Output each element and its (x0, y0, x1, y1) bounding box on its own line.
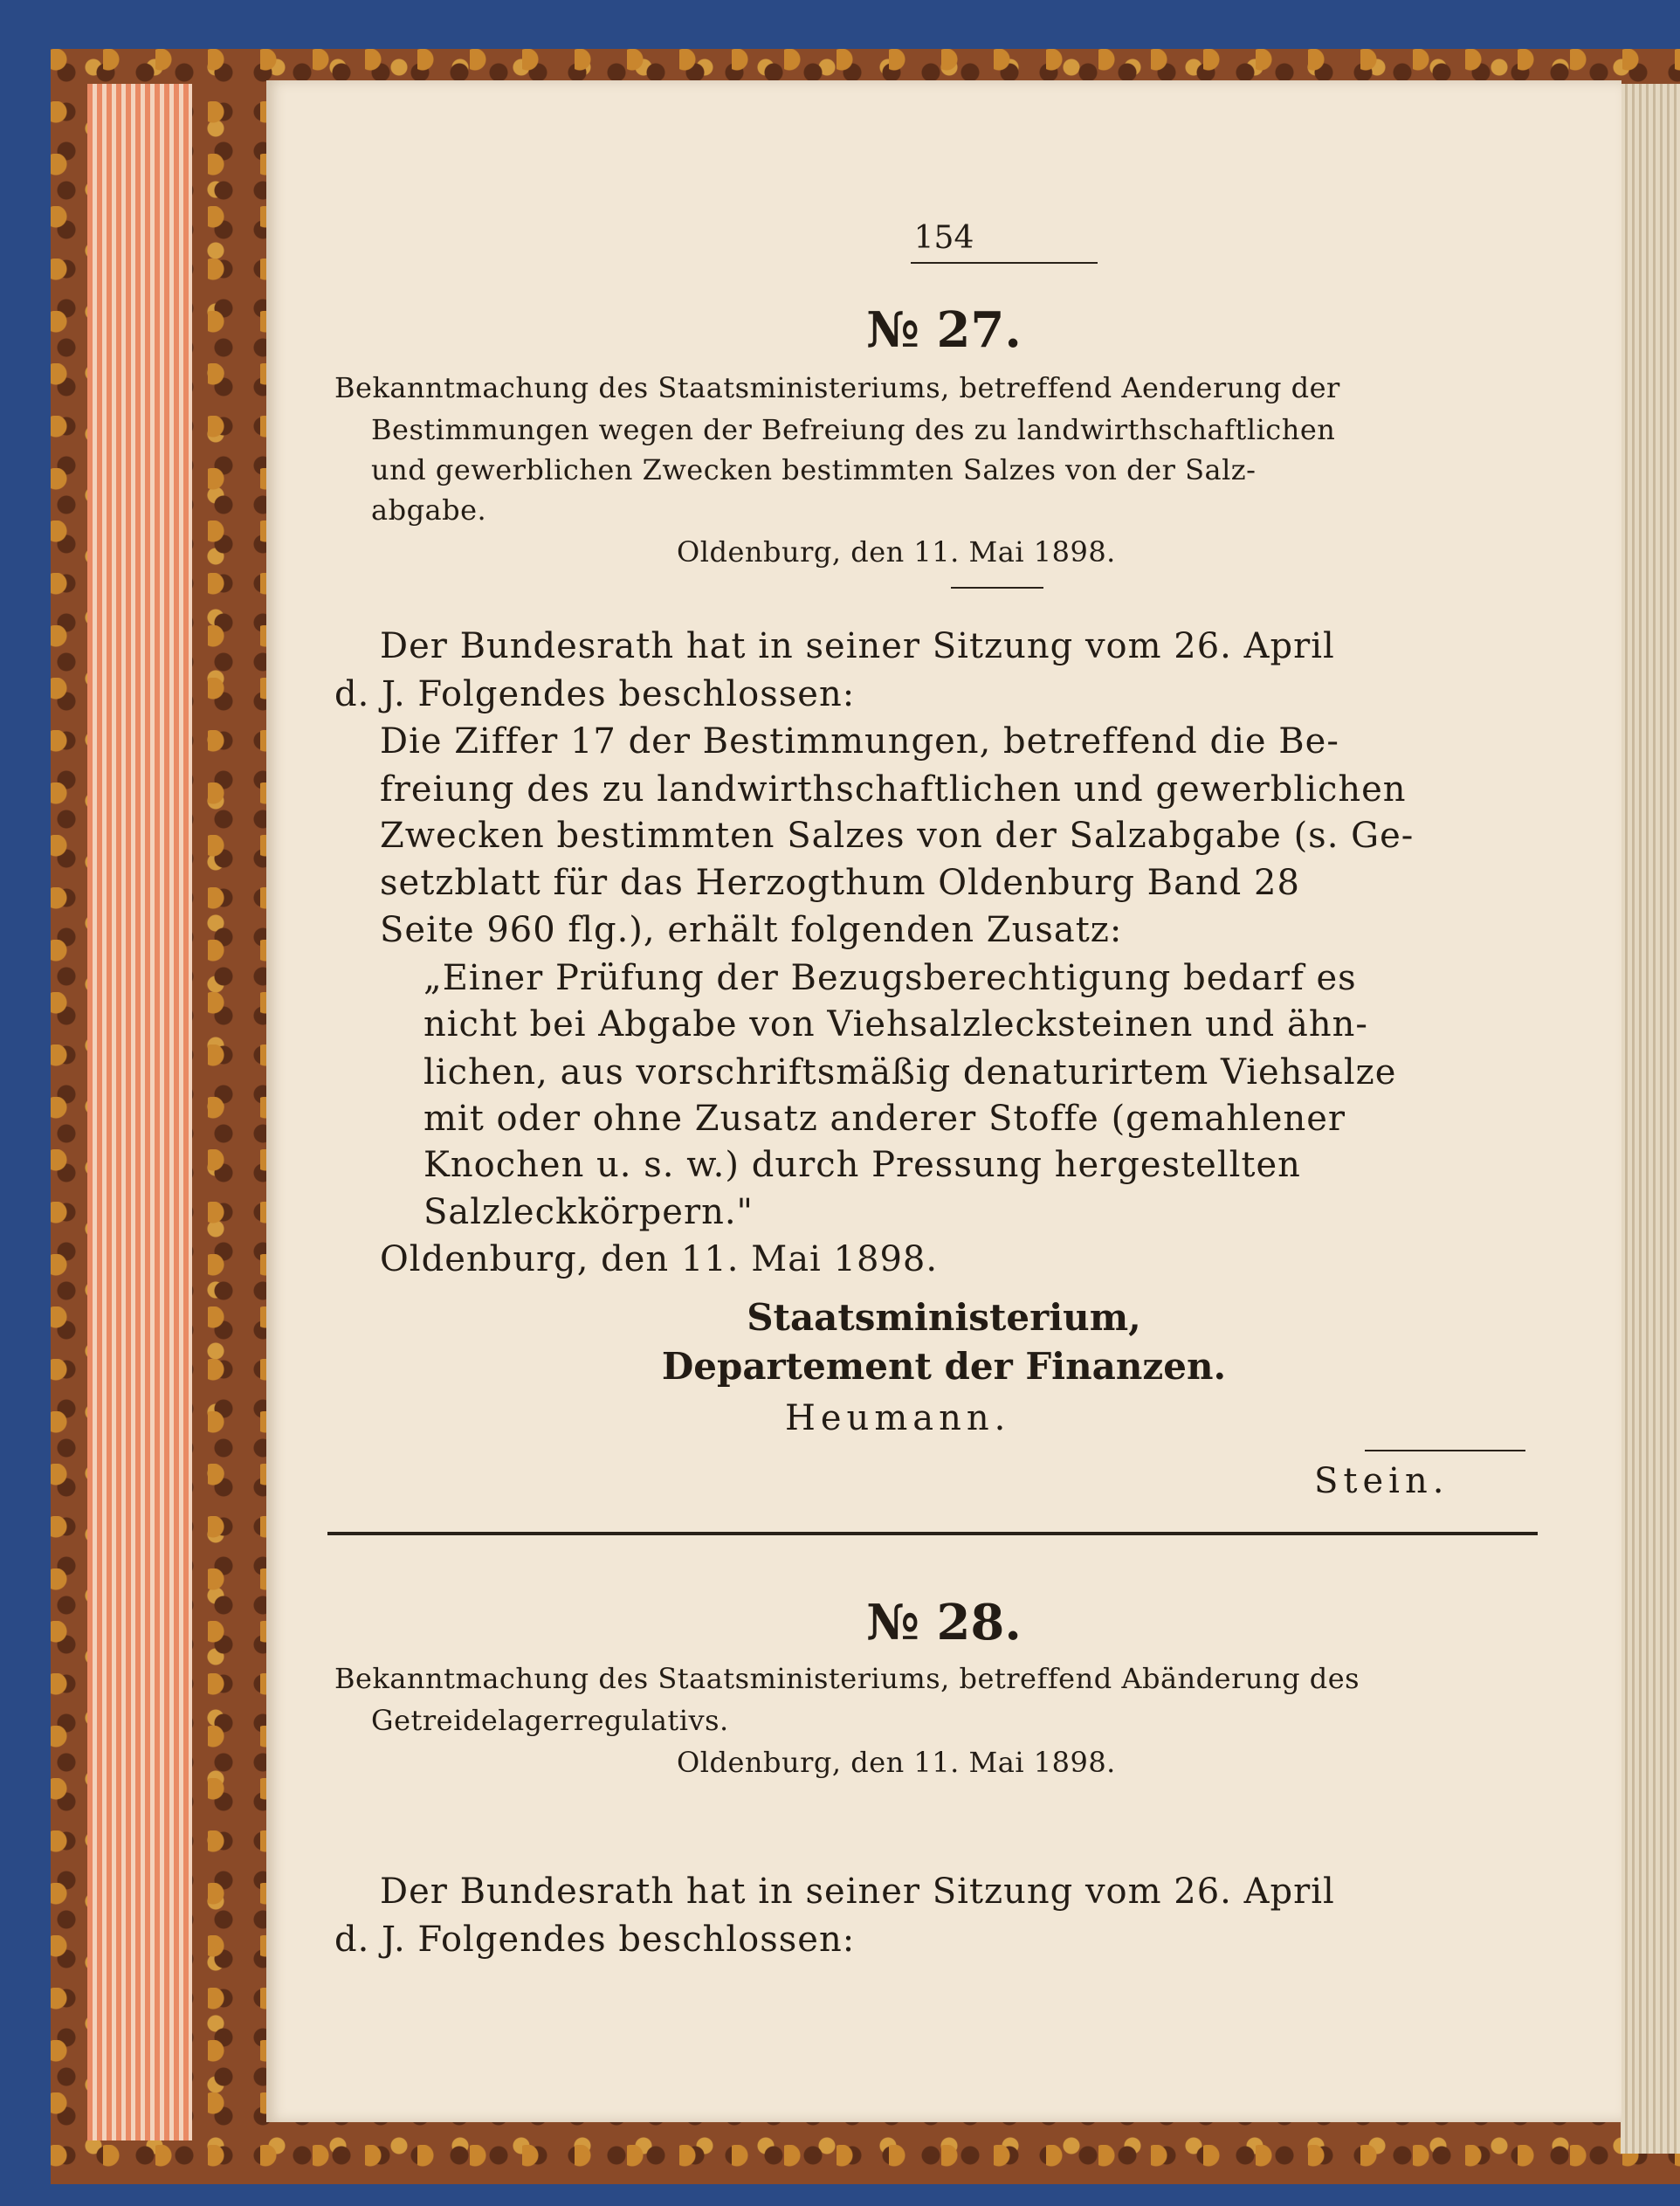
section-heading-line: Bekanntmachung des Staatsministeriums, betreffend Aenderung der (334, 371, 1340, 404)
signature-rule (1365, 1450, 1525, 1451)
page-number-rule (911, 262, 1098, 264)
body-line: Die Ziffer 17 der Bestimmungen, betreffend die Be- (380, 721, 1339, 762)
section-number: № 27. (866, 301, 1022, 359)
body-line: Der Bundesrath hat in seiner Sitzung vom 26. April (380, 1872, 1335, 1912)
closing-dateline: Oldenburg, den 11. Mai 1898. (380, 1239, 939, 1279)
signature-right: Stein. (1314, 1461, 1449, 1501)
body-line: Der Bundesrath hat in seiner Sitzung vom 26. April (380, 626, 1335, 666)
body-line: setzblatt für das Herzogthum Oldenburg Band 28 (380, 863, 1300, 903)
page-edges-left (87, 84, 192, 2141)
section-dateline: Oldenburg, den 11. Mai 1898. (677, 535, 1116, 569)
section-heading-line: abgabe. (371, 493, 487, 527)
section-heading-line: Bekanntmachung des Staatsministeriums, betreffend Abänderung des (334, 1662, 1360, 1695)
body-line: mit oder ohne Zusatz anderer Stoffe (gemahlener (423, 1099, 1346, 1139)
body-line: lichen, aus vorschriftsmäßig denaturirtem Viehsalze (423, 1052, 1397, 1093)
section-dateline: Oldenburg, den 11. Mai 1898. (677, 1746, 1116, 1779)
book-page (266, 80, 1621, 2122)
body-line: Knochen u. s. w.) durch Pressung hergestellten (423, 1145, 1301, 1185)
body-line: Seite 960 flg.), erhält folgenden Zusatz: (380, 910, 1123, 950)
page-content (266, 80, 1621, 2122)
body-line: nicht bei Abgabe von Viehsalzleckstеinen und ähn- (423, 1004, 1368, 1044)
authority-line: Staatsministerium, (747, 1296, 1141, 1339)
page-edges-right (1621, 84, 1680, 2154)
body-line: Salzleckkörpern." (423, 1192, 754, 1232)
body-line: freiung des zu landwirthschaftlichen und gewerblichen (380, 769, 1407, 810)
section-heading-line: und gewerblichen Zwecken bestimmten Salzes von der Salz- (371, 453, 1257, 486)
body-line: Zwecken bestimmten Salzes von der Salzabgabe (s. Ge- (380, 816, 1415, 856)
section-number: № 28. (866, 1594, 1022, 1651)
section-heading-line: Bestimmungen wegen der Befreiung des zu landwirthschaftlichen (371, 413, 1336, 446)
page-number: 154 (913, 220, 974, 256)
section-divider (327, 1532, 1538, 1535)
body-line: d. J. Folgendes beschlossen: (334, 674, 856, 714)
signature-left: Heumann. (785, 1398, 1011, 1438)
heading-separator (951, 587, 1043, 589)
section-heading-line: Getreidelagerregulativs. (371, 1704, 729, 1737)
body-line: d. J. Folgendes beschlossen: (334, 1920, 856, 1960)
body-line: „Einer Prüfung der Bezugsberechtigung bedarf es (423, 958, 1357, 998)
authority-department: Departement der Finanzen. (661, 1345, 1227, 1388)
